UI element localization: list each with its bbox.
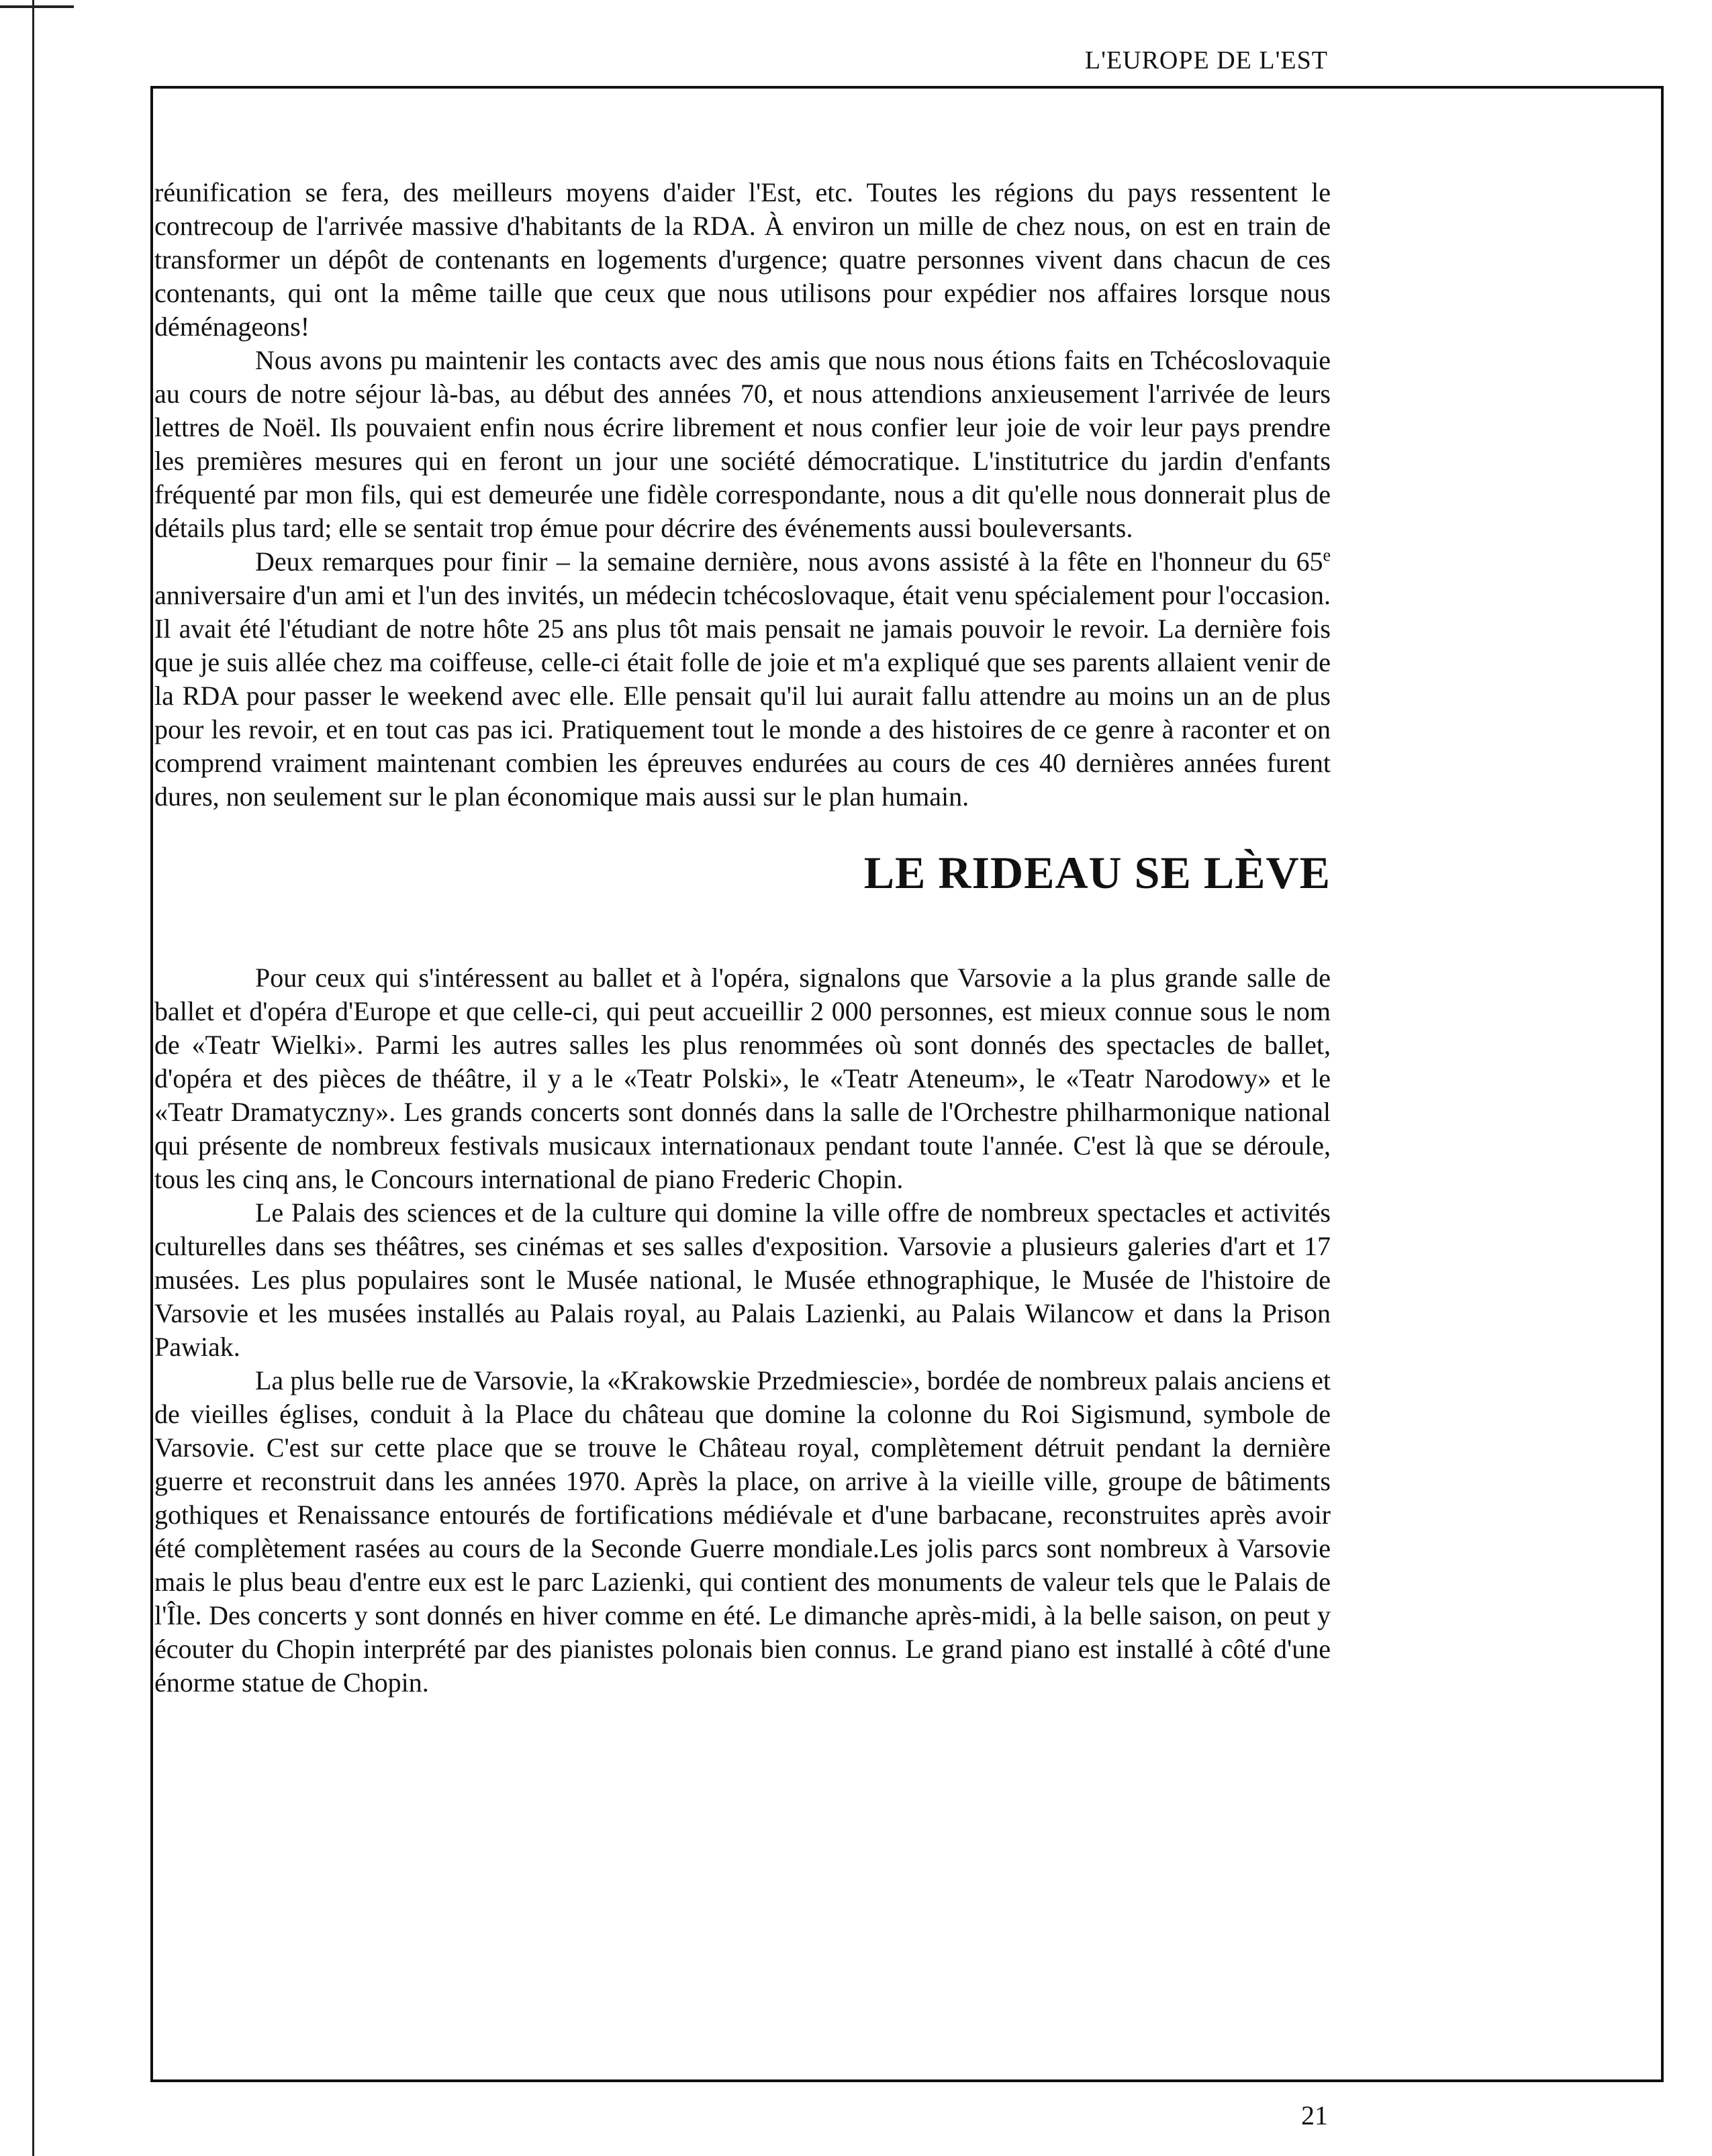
paragraph-intro-2: Nous avons pu maintenir les contacts avec des amis que nous nous étions faits en Tchécoslovaquie au cours de notre séjour là-bas, au début des années 70, et nous attendions anxieusement l'arrivée de leurs lettres de Noël. Ils pouvaient enfin nous écrire librement et nous confier leur joie de voir leur pays prendre les premières mesures qui en feront un jour une société démocratique. L'institutrice du jardin d'enfants fréquenté par mon fils, qui est demeurée une fidèle correspondante, nous a dit qu'elle nous donnerait plus de détails plus tard; elle se sentait trop émue pour décrire des événements aussi bouleversants. — [154, 345, 1331, 543]
running-header: L'EUROPE DE L'EST — [1084, 46, 1328, 75]
ordinal-superscript: e — [1323, 545, 1331, 565]
section-heading: LE RIDEAU SE LÈVE — [863, 847, 1331, 898]
remarks-text-start: Deux remarques pour finir – la semaine dernière, nous avons assisté à la fête en l'honneur du 65 — [255, 546, 1323, 577]
paragraph-intro-1: réunification se fera, des meilleurs moyens d'aider l'Est, etc. Toutes les régions du pays ressentent le contrecoup de l'arrivée massive d'habitants de la RDA. À environ un mille de chez nous, on est en train de transformer un dépôt de contenants en logements d'urgence; quatre personnes vivent dans chacun de ces contenants, qui ont la même taille que ceux que nous utilisons pour expédier nos affaires lorsque nous déménageons! — [154, 177, 1331, 342]
scan-edge-line — [32, 0, 34, 2156]
scan-corner-mark — [0, 5, 74, 8]
page-number: 21 — [1301, 2100, 1328, 2130]
paragraph-remarks — [154, 545, 1331, 814]
paragraph-section-3: La plus belle rue de Varsovie, la «Krakowskie Przedmiescie», bordée de nombreux palais anciens et de vieilles églises, conduit à la Place du château que domine la colonne du Roi Sigismund, symbole de Varsovie. C'est sur cette place que se trouve le Château royal, complètement détruit pendant la dernière guerre et reconstruit dans les années 1970. Après la place, on arrive à la vieille ville, groupe de bâtiments gothiques et Renaissance entourés de fortifications médiévale et d'une barbacane, reconstruites après avoir été complètement rasées au cours de la Seconde Guerre mondiale.Les jolis parcs sont nombreux à Varsovie mais le plus beau d'entre eux est le parc Lazienki, qui contient des monuments de valeur tels que le Palais de l'Île. Des concerts y sont donnés en hiver comme en été. Le dimanche après-midi, à la belle saison, on peut y écouter du Chopin interprété par des pianistes polonais bien connus. Le grand piano est installé à côté d'une énorme statue de Chopin. — [154, 1365, 1331, 1698]
remarks-text-end: anniversaire d'un ami et l'un des invités, un médecin tchécoslovaque, était venu spécialement pour l'occasion. Il avait été l'étudiant de notre hôte 25 ans plus tôt mais pensait ne jamais pouvoir le revoir. La dernière fois que je suis allée chez ma coiffeuse, celle-ci était folle de joie et m'a expliqué que ses parents allaient venir de la RDA pour passer le weekend avec elle. Elle pensait qu'il lui aurait fallu attendre au moins un an de plus pour les revoir, et en tout cas pas ici. Pratiquement tout le monde a des histoires de ce genre à raconter et on comprend vraiment maintenant combien les épreuves endurées au cours de ces 40 dernières années furent dures, non seulement sur le plan économique mais aussi sur le plan humain. — [154, 580, 1331, 812]
paragraph-section-2: Le Palais des sciences et de la culture qui domine la ville offre de nombreux spectacles et activités culturelles dans ses théâtres, ses cinémas et ses salles d'exposition. Varsovie a plusieurs galeries d'art et 17 musées. Les plus populaires sont le Musée national, le Musée ethnographique, le Musée de l'histoire de Varsovie et les musées installés au Palais royal, au Palais Lazienki, au Palais Wilancow et dans la Prison Pawiak. — [154, 1197, 1331, 1362]
article-body — [154, 176, 1331, 1700]
paragraph-section-1: Pour ceux qui s'intéressent au ballet et à l'opéra, signalons que Varsovie a la plus grande salle de ballet et d'opéra d'Europe et que celle-ci, qui peut accueillir 2 000 personnes, est mieux connue sous le nom de «Teatr Wielki». Parmi les autres salles les plus renommées où sont donnés des spectacles de ballet, d'opéra et des pièces de théâtre, il y a le «Teatr Polski», le «Teatr Ateneum», le «Teatr Narodowy» et le «Teatr Dramatyczny». Les grands concerts sont donnés dans la salle de l'Orchestre philharmonique national qui présente de nombreux festivals musicaux internationaux pendant toute l'année. C'est là que se déroule, tous les cinq ans, le Concours international de piano Frederic Chopin. — [154, 963, 1331, 1194]
